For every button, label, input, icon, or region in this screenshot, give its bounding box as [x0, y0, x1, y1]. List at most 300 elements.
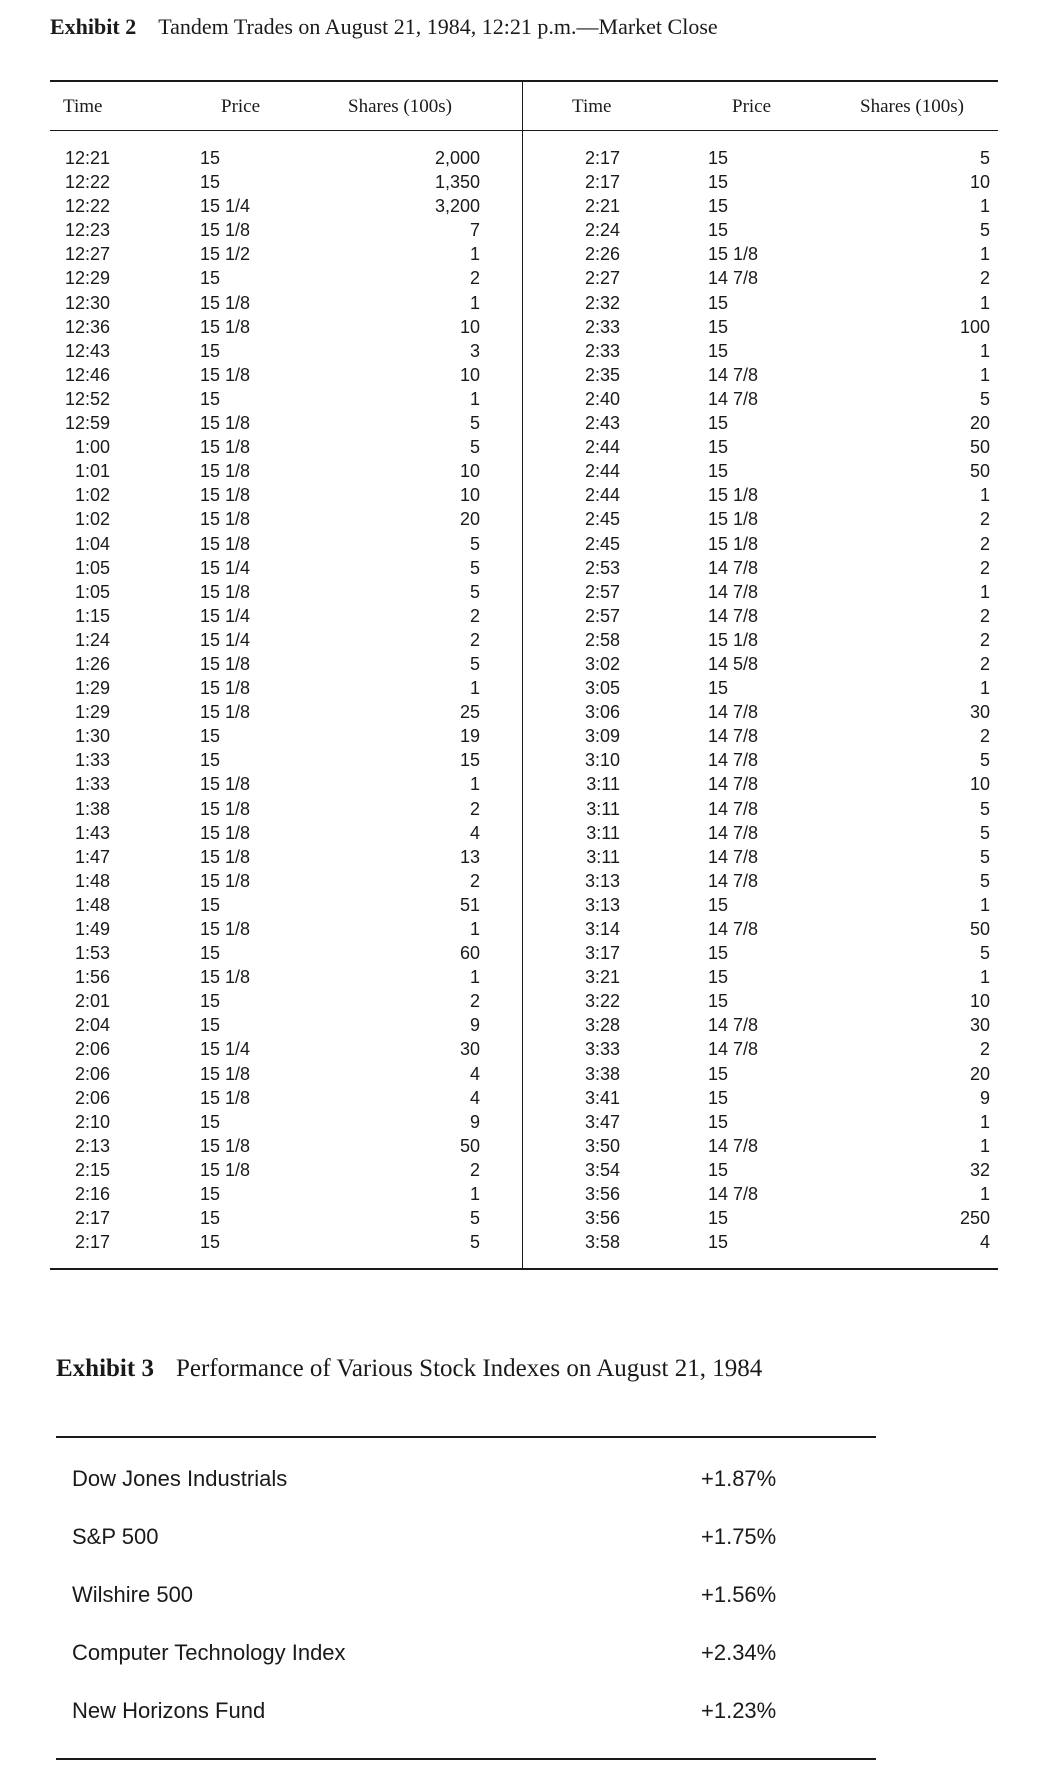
index-table-top-rule [56, 1436, 876, 1438]
table-row [56, 1566, 876, 1624]
trade-shares: 10 [459, 461, 480, 482]
trade-price: 15 [708, 967, 729, 988]
index-change: +1.75% [701, 1524, 777, 1549]
trade-price: 15 [708, 1232, 729, 1253]
trade-time: 1:02 [74, 485, 110, 506]
trade-shares: 2,000 [434, 148, 480, 168]
trade-time: 2:45 [584, 509, 620, 530]
trade-price: 15 [708, 943, 729, 964]
trade-price: 14 7/8 [708, 919, 759, 939]
trade-price: 15 [708, 148, 729, 168]
trade-price: 15 1/8 [708, 533, 759, 554]
trade-time: 1:48 [74, 894, 110, 915]
trade-time: 2:17 [74, 1232, 110, 1253]
trade-price: 15 1/8 [200, 967, 251, 988]
trade-shares: 1 [979, 364, 990, 385]
trade-time: 3:56 [584, 1208, 620, 1229]
table-row [56, 1450, 876, 1508]
trade-time: 3:28 [584, 1015, 620, 1036]
trade-time: 2:15 [74, 1159, 110, 1180]
trade-shares: 1 [469, 774, 480, 795]
table-row [56, 1682, 876, 1740]
trade-time: 2:13 [74, 1135, 110, 1156]
trade-shares: 30 [459, 1039, 480, 1060]
trade-price: 14 5/8 [708, 653, 759, 674]
trade-time: 3:58 [584, 1232, 620, 1253]
trade-shares: 5 [469, 1232, 480, 1253]
trade-time: 2:45 [584, 533, 620, 554]
trade-shares: 5 [979, 388, 990, 409]
trade-price: 15 [200, 388, 221, 409]
trade-shares: 1 [979, 340, 990, 361]
trade-price: 15 1/8 [200, 509, 251, 530]
trade-price: 15 1/8 [200, 678, 251, 699]
trade-price: 15 1/8 [200, 702, 251, 723]
trade-time: 1:01 [74, 461, 110, 482]
trade-time: 12:36 [64, 316, 110, 337]
trade-time: 2:06 [74, 1087, 110, 1108]
table-row [56, 1508, 876, 1566]
trade-shares: 250 [959, 1208, 990, 1229]
trade-shares: 7 [469, 220, 480, 241]
trade-time: 1:33 [74, 774, 110, 795]
trade-time: 3:38 [584, 1063, 620, 1084]
trade-price: 15 [708, 316, 729, 337]
index-performance-table [56, 1436, 876, 1760]
trade-price: 15 [708, 413, 729, 434]
trade-shares: 2 [469, 991, 480, 1012]
trade-price: 15 1/8 [200, 1135, 251, 1156]
trade-time: 1:29 [74, 702, 110, 723]
trade-price: 15 1/8 [200, 413, 251, 434]
trade-time: 1:53 [74, 943, 110, 964]
trade-shares: 5 [979, 943, 990, 964]
trade-time: 2:44 [584, 437, 620, 458]
header-shares-right: Shares (100s) [860, 96, 964, 117]
table-bottom-rule [50, 1268, 998, 1270]
table-top-rule [50, 80, 998, 82]
trade-shares: 25 [459, 702, 480, 723]
trade-shares: 10 [459, 364, 480, 385]
trade-time: 12:27 [64, 244, 110, 265]
trade-time: 3:22 [584, 991, 620, 1012]
trade-time: 2:32 [584, 292, 620, 313]
trade-price: 14 7/8 [708, 1039, 759, 1060]
trade-shares: 60 [459, 943, 480, 964]
trade-shares: 4 [469, 1063, 480, 1084]
trade-time: 1:05 [74, 581, 110, 602]
trade-price: 15 1/8 [200, 1159, 251, 1180]
trade-price: 15 1/8 [200, 485, 251, 506]
trade-shares: 5 [979, 846, 990, 867]
trade-shares: 1 [979, 894, 990, 915]
trade-price: 14 7/8 [708, 870, 759, 891]
trade-time: 3:09 [584, 726, 620, 747]
trade-time: 1:47 [74, 846, 110, 867]
trade-time: 2:21 [584, 196, 620, 217]
trade-time: 1:29 [74, 678, 110, 699]
trade-shares: 3,200 [434, 196, 480, 217]
trade-price: 14 7/8 [708, 581, 759, 602]
trade-time: 3:11 [586, 774, 620, 795]
trade-time: 3:14 [584, 919, 620, 939]
trade-shares: 2 [979, 509, 990, 530]
trade-shares: 10 [969, 172, 990, 193]
trade-time: 1:26 [74, 653, 110, 674]
trade-time: 1:33 [74, 750, 110, 771]
trade-price: 15 1/8 [708, 485, 759, 506]
trade-price: 14 7/8 [708, 605, 759, 626]
trade-time: 3:13 [584, 894, 620, 915]
trade-shares: 5 [469, 437, 480, 458]
trade-time: 2:33 [584, 316, 620, 337]
trade-time: 3:05 [584, 678, 620, 699]
trade-time: 2:24 [584, 220, 620, 241]
trade-shares: 2 [979, 653, 990, 674]
trade-time: 2:58 [584, 629, 620, 650]
trade-time: 2:35 [584, 364, 620, 385]
trade-shares: 4 [469, 1087, 480, 1108]
trade-price: 15 [200, 1015, 221, 1036]
trade-shares: 1 [979, 292, 990, 313]
trade-time: 2:27 [584, 268, 620, 289]
trade-shares: 10 [969, 991, 990, 1012]
trade-time: 2:33 [584, 340, 620, 361]
trade-price: 15 1/8 [200, 437, 251, 458]
trade-time: 2:40 [584, 388, 620, 409]
trade-price: 15 1/4 [200, 196, 251, 217]
trade-time: 2:43 [584, 413, 620, 434]
trade-price: 15 1/8 [200, 822, 251, 843]
trade-time: 2:01 [74, 991, 110, 1012]
trade-price: 15 1/8 [708, 244, 759, 265]
trade-shares: 5 [979, 870, 990, 891]
trade-shares: 1 [979, 581, 990, 602]
trade-time: 3:11 [586, 822, 620, 843]
trade-time: 3:10 [584, 750, 620, 771]
trade-price: 14 7/8 [708, 726, 759, 747]
trade-shares: 50 [969, 437, 990, 458]
trade-time: 3:11 [586, 798, 620, 819]
trade-price: 15 [708, 1159, 729, 1180]
trade-shares: 30 [969, 1015, 990, 1036]
trade-shares: 5 [469, 1208, 480, 1229]
trade-price: 15 1/8 [200, 364, 251, 385]
trade-price: 15 1/8 [200, 653, 251, 674]
trade-price: 15 1/8 [200, 1063, 251, 1084]
trade-shares: 2 [979, 726, 990, 747]
header-time-left: Time [63, 96, 103, 117]
trade-time: 1:00 [74, 437, 110, 458]
trade-shares: 1 [979, 1111, 990, 1132]
trade-price: 15 [200, 172, 221, 193]
trade-price: 14 7/8 [708, 798, 759, 819]
trade-shares: 1 [979, 244, 990, 265]
trade-price: 15 1/8 [200, 292, 251, 313]
trade-price: 15 1/8 [708, 629, 759, 650]
trade-price: 15 [708, 1087, 729, 1108]
trade-time: 2:16 [74, 1184, 110, 1205]
trade-price: 15 1/8 [200, 220, 251, 241]
trade-time: 3:47 [584, 1111, 620, 1132]
trade-shares: 1 [469, 967, 480, 988]
trade-time: 1:30 [74, 726, 110, 747]
trade-shares: 5 [979, 220, 990, 241]
left-shares-column [360, 146, 480, 1254]
trade-time: 12:29 [64, 268, 110, 289]
trade-time: 3:13 [584, 870, 620, 891]
trade-time: 12:30 [64, 292, 110, 313]
trade-shares: 9 [979, 1087, 990, 1108]
exhibit-2-caption: Tandem Trades on August 21, 1984, 12:21 p.m.—Market Close [158, 14, 718, 39]
header-shares-left: Shares (100s) [348, 96, 452, 117]
trade-price: 14 7/8 [708, 750, 759, 771]
left-price-column [200, 146, 300, 1254]
trade-price: 15 [708, 196, 729, 217]
trade-time: 12:22 [64, 196, 110, 217]
trade-shares: 2 [979, 533, 990, 554]
trade-time: 12:21 [64, 148, 110, 168]
exhibit-2-label: Exhibit 2 [50, 14, 137, 39]
trade-time: 2:57 [584, 605, 620, 626]
trade-time: 2:04 [74, 1015, 110, 1036]
trade-time: 12:22 [64, 172, 110, 193]
trade-price: 15 1/8 [200, 774, 251, 795]
trade-price: 15 [200, 340, 221, 361]
header-price-left: Price [221, 96, 261, 117]
trade-price: 15 [200, 148, 221, 168]
trade-shares: 2 [469, 629, 480, 650]
trade-shares: 5 [979, 822, 990, 843]
trade-price: 15 1/4 [200, 605, 251, 626]
trade-price: 15 1/8 [200, 533, 251, 554]
trade-shares: 10 [459, 316, 480, 337]
trade-time: 12:43 [64, 340, 110, 361]
trade-time: 1:49 [74, 919, 110, 939]
trade-price: 15 [708, 461, 729, 482]
trade-price: 14 7/8 [708, 702, 759, 723]
trade-shares: 4 [469, 822, 480, 843]
trade-time: 3:17 [584, 943, 620, 964]
trade-price: 14 7/8 [708, 557, 759, 578]
trade-price: 15 [200, 1184, 221, 1205]
trade-price: 14 7/8 [708, 1135, 759, 1156]
trade-shares: 10 [459, 485, 480, 506]
trade-time: 2:57 [584, 581, 620, 602]
trade-time: 3:54 [584, 1159, 620, 1180]
trade-price: 15 [200, 1111, 221, 1132]
trade-shares: 19 [459, 726, 480, 747]
trade-price: 15 [200, 1232, 221, 1253]
trade-price: 15 1/4 [200, 629, 251, 650]
trade-shares: 1 [979, 967, 990, 988]
trade-shares: 30 [969, 702, 990, 723]
trade-time: 2:06 [74, 1039, 110, 1060]
index-change: +1.23% [701, 1698, 777, 1723]
trade-price: 15 [708, 340, 729, 361]
trade-shares: 2 [469, 870, 480, 891]
trade-shares: 20 [969, 1063, 990, 1084]
trade-shares: 2 [469, 605, 480, 626]
trade-price: 14 7/8 [708, 388, 759, 409]
trade-price: 15 [708, 172, 729, 193]
trade-shares: 1 [979, 1184, 990, 1205]
exhibit-2-title [50, 14, 718, 40]
trade-price: 15 [708, 437, 729, 458]
trade-time: 1:48 [74, 870, 110, 891]
trade-shares: 5 [469, 653, 480, 674]
trade-time: 12:23 [64, 220, 110, 241]
trade-price: 15 [200, 268, 221, 289]
trade-time: 1:24 [74, 629, 110, 650]
exhibit-3-label: Exhibit 3 [56, 1355, 154, 1382]
table-row [56, 1624, 876, 1682]
right-price-column [708, 146, 808, 1254]
trade-time: 3:50 [584, 1135, 620, 1156]
trade-shares: 50 [969, 919, 990, 939]
trade-price: 15 1/8 [200, 846, 251, 867]
trade-shares: 13 [459, 846, 480, 867]
exhibit-3-title [56, 1355, 762, 1383]
trade-price: 15 1/8 [200, 1087, 251, 1108]
trade-shares: 20 [459, 509, 480, 530]
trade-price: 14 7/8 [708, 1015, 759, 1036]
trade-time: 3:02 [584, 653, 620, 674]
trade-time: 2:26 [584, 244, 620, 265]
trade-time: 3:56 [584, 1184, 620, 1205]
index-table-bottom-rule [56, 1758, 876, 1760]
index-change: +2.34% [701, 1640, 777, 1665]
trade-shares: 9 [469, 1015, 480, 1036]
trade-price: 15 1/2 [200, 244, 251, 265]
trade-shares: 50 [969, 461, 990, 482]
trade-shares: 1 [469, 678, 480, 699]
exhibit-3-caption: Performance of Various Stock Indexes on August 21, 1984 [175, 1355, 763, 1382]
trade-shares: 2 [979, 268, 990, 289]
trade-shares: 1 [979, 678, 990, 699]
trade-time: 2:10 [74, 1111, 110, 1132]
trade-shares: 2 [979, 1039, 990, 1060]
trade-price: 15 1/8 [200, 316, 251, 337]
trade-shares: 5 [469, 533, 480, 554]
trade-time: 1:02 [74, 509, 110, 530]
trade-shares: 2 [979, 629, 990, 650]
trade-time: 3:33 [584, 1039, 620, 1060]
trade-price: 15 [708, 991, 729, 1012]
trade-price: 15 [708, 220, 729, 241]
index-change: +1.56% [701, 1582, 777, 1607]
right-shares-column [870, 146, 990, 1254]
trade-shares: 2 [979, 557, 990, 578]
trade-price: 15 1/8 [200, 581, 251, 602]
trade-time: 2:17 [584, 148, 620, 168]
trade-shares: 32 [969, 1159, 990, 1180]
trade-shares: 1 [469, 244, 480, 265]
trade-time: 1:56 [74, 967, 110, 988]
trade-price: 15 [708, 1063, 729, 1084]
trade-shares: 50 [459, 1135, 480, 1156]
trade-time: 2:44 [584, 461, 620, 482]
index-change: +1.87% [701, 1466, 777, 1491]
trade-shares: 1 [979, 196, 990, 217]
trade-time: 1:05 [74, 557, 110, 578]
trade-shares: 2 [469, 798, 480, 819]
trade-time: 2:53 [584, 557, 620, 578]
index-name: Computer Technology Index [72, 1640, 346, 1665]
trade-shares: 5 [979, 148, 990, 168]
trade-shares: 1,350 [434, 172, 480, 193]
trade-shares: 100 [959, 316, 990, 337]
index-name: New Horizons Fund [72, 1698, 266, 1723]
trade-price: 15 [200, 750, 221, 771]
trade-price: 14 7/8 [708, 822, 759, 843]
trade-time: 2:06 [74, 1063, 110, 1084]
trade-shares: 2 [469, 1159, 480, 1180]
trade-shares: 3 [469, 340, 480, 361]
trade-shares: 51 [459, 894, 480, 915]
trade-time: 12:59 [64, 413, 110, 434]
trade-time: 12:52 [64, 388, 110, 409]
trade-shares: 2 [979, 605, 990, 626]
trade-shares: 15 [459, 750, 480, 771]
trade-shares: 20 [969, 413, 990, 434]
trade-price: 15 1/8 [200, 798, 251, 819]
trade-time: 12:46 [64, 364, 110, 385]
trade-price: 15 [708, 678, 729, 699]
trade-shares: 1 [469, 919, 480, 939]
trade-time: 3:06 [584, 702, 620, 723]
trade-price: 15 [708, 292, 729, 313]
trade-price: 15 1/4 [200, 557, 251, 578]
header-price-right: Price [732, 96, 772, 117]
trade-time: 2:44 [584, 485, 620, 506]
trade-time: 2:17 [584, 172, 620, 193]
trade-shares: 5 [469, 413, 480, 434]
trade-price: 14 7/8 [708, 268, 759, 289]
trade-time: 1:43 [74, 822, 110, 843]
trade-price: 15 [200, 894, 221, 915]
trade-price: 15 [200, 991, 221, 1012]
trade-shares: 4 [979, 1232, 990, 1253]
trade-shares: 1 [979, 485, 990, 506]
index-name: Wilshire 500 [72, 1582, 194, 1607]
trade-time: 3:11 [586, 846, 620, 867]
trade-price: 15 1/8 [200, 870, 251, 891]
header-rule [50, 130, 998, 131]
trade-shares: 5 [979, 798, 990, 819]
trade-time: 3:41 [584, 1087, 620, 1108]
trade-price: 15 1/8 [200, 461, 251, 482]
trade-price: 14 7/8 [708, 1184, 759, 1205]
trade-price: 15 1/4 [200, 1039, 251, 1060]
trade-price: 15 [708, 1111, 729, 1132]
trade-time: 3:21 [584, 967, 620, 988]
trades-table [50, 80, 998, 1270]
trade-price: 15 [708, 894, 729, 915]
trade-shares: 1 [469, 292, 480, 313]
index-name: Dow Jones Industrials [72, 1466, 288, 1491]
header-time-right: Time [572, 96, 612, 117]
trade-price: 15 [200, 726, 221, 747]
trade-shares: 5 [979, 750, 990, 771]
index-name: S&P 500 [72, 1524, 159, 1549]
trade-shares: 5 [469, 581, 480, 602]
trade-price: 15 1/8 [200, 919, 251, 939]
trade-price: 14 7/8 [708, 364, 759, 385]
trade-price: 14 7/8 [708, 774, 759, 795]
trade-time: 1:04 [74, 533, 110, 554]
trade-time: 1:15 [74, 605, 110, 626]
